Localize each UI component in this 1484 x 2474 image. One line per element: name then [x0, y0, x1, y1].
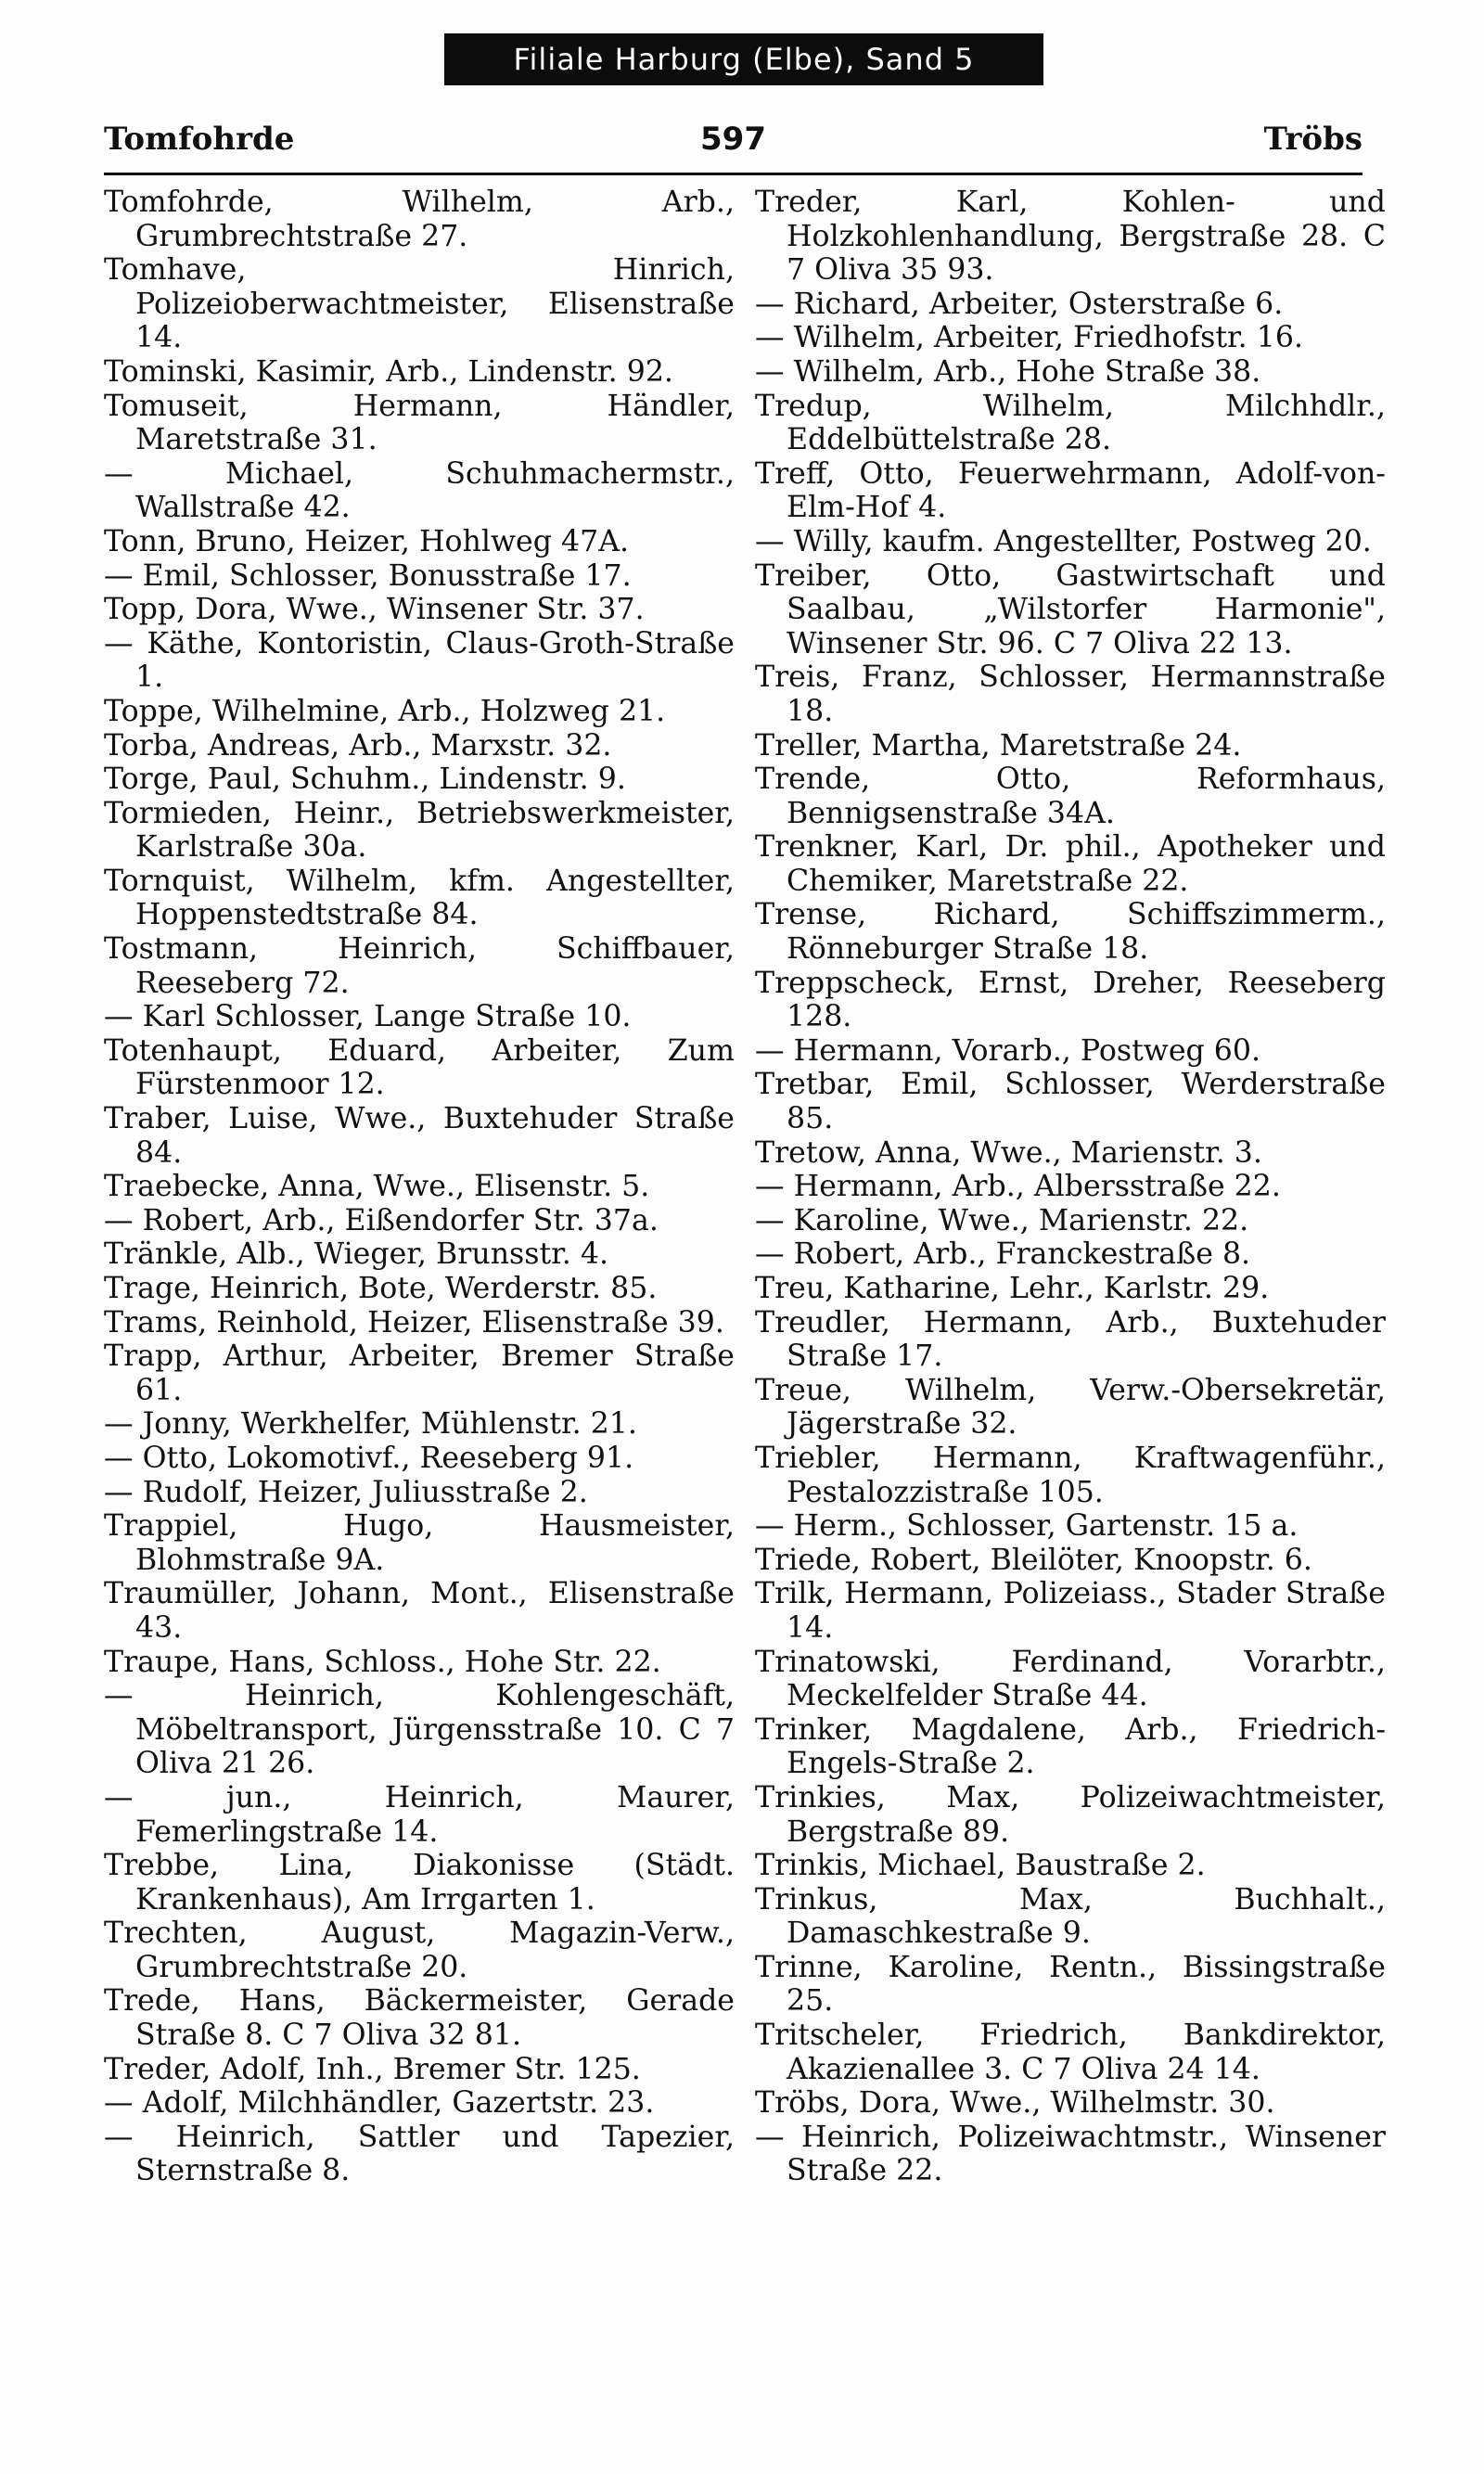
directory-entry: Trenkner, Karl, Dr. phil., Apotheker und Chemiker, Maretstraße 22.: [755, 830, 1386, 898]
directory-entry: Treppscheck, Ernst, Dreher, Reeseberg 128.: [755, 966, 1386, 1034]
directory-entry: Treller, Martha, Maretstraße 24.: [755, 728, 1242, 763]
directory-entry: Trage, Heinrich, Bote, Werderstr. 85.: [104, 1272, 658, 1305]
directory-entry: Triede, Robert, Bleilöter, Knoopstr. 6.: [755, 1543, 1312, 1577]
directory-entry: Treder, Adolf, Inh., Bremer Str. 125.: [104, 2052, 641, 2086]
directory-entry: — Rudolf, Heizer, Juliusstraße 2.: [104, 1475, 588, 1509]
directory-entry: — Michael, Schuhmachermstr., Wallstraße 42.: [104, 456, 735, 525]
directory-entry: Traber, Luise, Wwe., Buxtehuder Straße 84.: [104, 1102, 735, 1170]
directory-entry: — Willy, kaufm. Angestellter, Postweg 20.: [755, 524, 1372, 558]
directory-entry: — Heinrich, Sattler und Tapezier, Sternstraße 8.: [104, 2120, 735, 2188]
directory-entry: — Käthe, Kontoristin, Claus-Groth-Straße 1.: [104, 626, 735, 695]
left-column: [104, 186, 735, 2188]
directory-entry: — Emil, Schlosser, Bonusstraße 17.: [104, 558, 632, 593]
directory-entry: Treder, Karl, Kohlen- und Holzkohlenhandlung, Bergstraße 28. C 7 Oliva 35 93.: [755, 186, 1386, 288]
directory-entry: — Heinrich, Kohlengeschäft, Möbeltransport, Jürgensstraße 10. C 7 Oliva 21 26.: [104, 1679, 735, 1781]
directory-entry: — Jonny, Werkhelfer, Mühlenstr. 21.: [104, 1407, 637, 1442]
directory-entry: Treis, Franz, Schlosser, Hermannstraße 18.: [755, 660, 1386, 728]
directory-entry: — Karoline, Wwe., Marienstr. 22.: [755, 1203, 1249, 1237]
directory-entry: Torge, Paul, Schuhm., Lindenstr. 9.: [104, 763, 626, 797]
directory-entry: Treiber, Otto, Gastwirtschaft und Saalbau, „Wilstorfer Harmonie", Winsener Str. 96. C 7 Oliva 22 13.: [755, 558, 1386, 660]
directory-entry: Traupe, Hans, Schloss., Hohe Str. 22.: [104, 1645, 661, 1679]
directory-entry: — Karl Schlosser, Lange Straße 10.: [104, 1000, 632, 1034]
directory-entry: Trechten, August, Magazin-Verw., Grumbrechtstraße 20.: [104, 1916, 735, 1984]
page-header: [104, 121, 1362, 165]
directory-entry: — Otto, Lokomotivf., Reeseberg 91.: [104, 1441, 634, 1475]
directory-entry: Tonn, Bruno, Heizer, Hohlweg 47A.: [104, 524, 630, 558]
header-first-entry: Tomfohrde: [104, 121, 295, 158]
directory-entry: — Robert, Arb., Franckestraße 8.: [755, 1237, 1251, 1272]
directory-entry: Tomhave, Hinrich, Polizeioberwachtmeister, Elisenstraße 14.: [104, 253, 735, 355]
directory-entry: Trams, Reinhold, Heizer, Elisenstraße 39.: [104, 1305, 724, 1340]
directory-entry: Treu, Katharine, Lehr., Karlstr. 29.: [755, 1272, 1270, 1305]
header-last-entry: Tröbs: [1263, 121, 1362, 158]
directory-entry: Trense, Richard, Schiffszimmerm., Rönneburger Straße 18.: [755, 898, 1386, 967]
directory-entry: Treudler, Hermann, Arb., Buxtehuder Straße 17.: [755, 1305, 1386, 1374]
directory-entry: Trinne, Karoline, Rentn., Bissingstraße 25.: [755, 1950, 1386, 2019]
directory-entry: Toppe, Wilhelmine, Arb., Holzweg 21.: [104, 694, 666, 728]
directory-entry: Trilk, Hermann, Polizeiass., Stader Straße 14.: [755, 1577, 1386, 1645]
directory-entry: Tretow, Anna, Wwe., Marienstr. 3.: [755, 1135, 1262, 1170]
directory-entry: Totenhaupt, Eduard, Arbeiter, Zum Fürstenmoor 12.: [104, 1033, 735, 1102]
directory-entry: — Wilhelm, Arbeiter, Friedhofstr. 16.: [755, 321, 1303, 355]
directory-entry: Trede, Hans, Bäckermeister, Gerade Straße 8. C 7 Oliva 32 81.: [104, 1984, 735, 2053]
directory-entry: Trappiel, Hugo, Hausmeister, Blohmstraße 9A.: [104, 1509, 735, 1577]
directory-entry: Trinkus, Max, Buchhalt., Damaschkestraße 9.: [755, 1882, 1386, 1951]
directory-entry: Tornquist, Wilhelm, kfm. Angestellter, Hoppenstedtstraße 84.: [104, 864, 735, 932]
directory-entry: Traumüller, Johann, Mont., Elisenstraße 43.: [104, 1577, 735, 1645]
directory-entry: Treff, Otto, Feuerwehrmann, Adolf-von-Elm-Hof 4.: [755, 456, 1386, 525]
directory-entry: Trinkies, Max, Polizeiwachtmeister, Bergstraße 89.: [755, 1780, 1386, 1849]
directory-entry: Trebbe, Lina, Diakonisse (Städt. Krankenhaus), Am Irrgarten 1.: [104, 1849, 735, 1916]
directory-entry: Trinker, Magdalene, Arb., Friedrich-Engels-Straße 2.: [755, 1712, 1386, 1781]
directory-entry: — Robert, Arb., Eißendorfer Str. 37a.: [104, 1203, 659, 1237]
directory-entry: — Herm., Schlosser, Gartenstr. 15 a.: [755, 1509, 1298, 1544]
directory-entry: — Adolf, Milchhändler, Gazertstr. 23.: [104, 2086, 655, 2121]
directory-entry: Trende, Otto, Reformhaus, Bennigsenstraße 34A.: [755, 763, 1386, 830]
page-number: 597: [700, 121, 766, 158]
directory-entry: — Heinrich, Polizeiwachtmstr., Winsener Straße 22.: [755, 2120, 1386, 2188]
directory-entry: — Wilhelm, Arb., Hohe Straße 38.: [755, 354, 1261, 389]
directory-entry: Torba, Andreas, Arb., Marxstr. 32.: [104, 728, 612, 763]
directory-entry: Tormieden, Heinr., Betriebswerkmeister, Karlstraße 30a.: [104, 796, 735, 865]
directory-entry: — Richard, Arbeiter, Osterstraße 6.: [755, 287, 1284, 321]
directory-entry: — Hermann, Arb., Albersstraße 22.: [755, 1170, 1281, 1204]
directory-entry: Treue, Wilhelm, Verw.-Obersekretär, Jägerstraße 32.: [755, 1373, 1386, 1442]
directory-entry: Trapp, Arthur, Arbeiter, Bremer Straße 61.: [104, 1340, 735, 1407]
directory-entry: Tröbs, Dora, Wwe., Wilhelmstr. 30.: [755, 2086, 1275, 2121]
directory-entry: — Hermann, Vorarb., Postweg 60.: [755, 1033, 1261, 1068]
directory-entry: Topp, Dora, Wwe., Winsener Str. 37.: [104, 593, 645, 627]
directory-entry: Tretbar, Emil, Schlosser, Werderstraße 85.: [755, 1068, 1386, 1136]
directory-entry: Trinatowski, Ferdinand, Vorarbtr., Meckelfelder Straße 44.: [755, 1645, 1386, 1713]
directory-entry: Traebecke, Anna, Wwe., Elisenstr. 5.: [104, 1170, 650, 1204]
directory-entry: Tomfohrde, Wilhelm, Arb., Grumbrechtstraße 27.: [104, 186, 735, 253]
directory-entry: Triebler, Hermann, Kraftwagenführ., Pestalozzistraße 105.: [755, 1441, 1386, 1509]
directory-entry: Tostmann, Heinrich, Schiffbauer, Reeseberg 72.: [104, 932, 735, 1000]
directory-entry: Tritscheler, Friedrich, Bankdirektor, Akazienallee 3. C 7 Oliva 24 14.: [755, 2019, 1386, 2086]
branch-banner: Filiale Harburg (Elbe), Sand 5: [444, 33, 1043, 85]
directory-entry: — jun., Heinrich, Maurer, Femerlingstraße 14.: [104, 1780, 735, 1849]
header-rule: [104, 173, 1362, 175]
directory-entry: Tomuseit, Hermann, Händler, Maretstraße 31.: [104, 389, 735, 457]
right-column: [755, 186, 1386, 2188]
directory-entry: Trinkis, Michael, Baustraße 2.: [755, 1849, 1206, 1883]
directory-entry: Tredup, Wilhelm, Milchhdlr., Eddelbüttelstraße 28.: [755, 389, 1386, 457]
directory-entry: Tominski, Kasimir, Arb., Lindenstr. 92.: [104, 354, 673, 389]
directory-entry: Tränkle, Alb., Wieger, Brunsstr. 4.: [104, 1237, 609, 1272]
